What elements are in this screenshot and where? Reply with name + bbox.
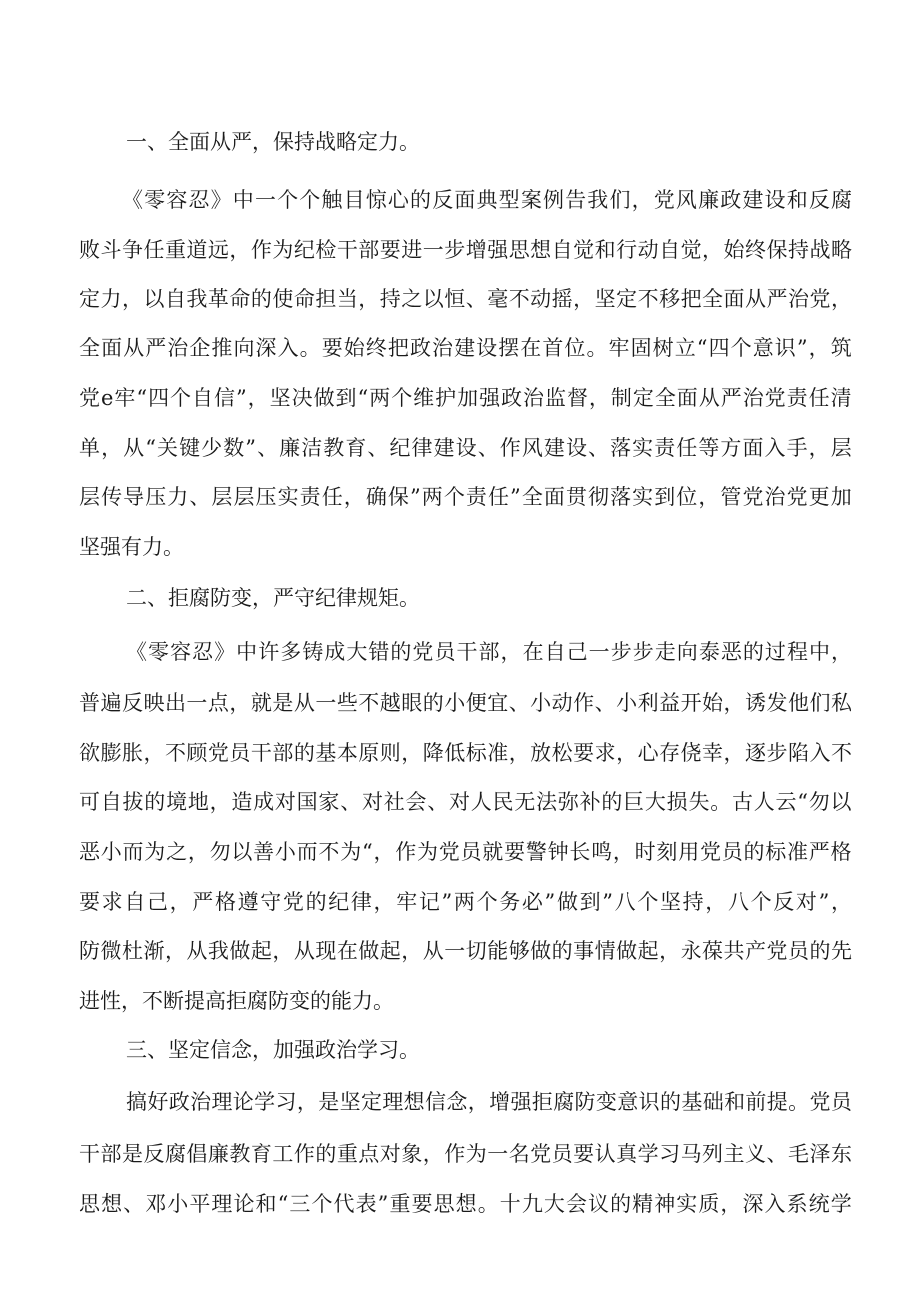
paragraph-line: 全 面 从 严 治 企 推 向 深 入 。 要 始 终 把 政 治 建 设 摆 在 首 位 。 牢 固 树 立 “ 四 个 意 识 ” ， 筑 <box>79 336 852 360</box>
paragraph-line: 坚强有力。 <box>79 535 184 559</box>
paragraph-line: 《 零 容 忍 》 中 一 个 个 触 目 惊 心 的 反 面 典 型 案 例 告 我 们 ， 党 风 廉 政 建 设 和 反 腐 <box>122 188 852 212</box>
paragraph-line: 进性，不断提高拒腐防变的能力。 <box>79 989 394 1013</box>
paragraph-line: 要 求 自 己 ， 严 格 遵 守 党 的 纪 律 ， 牢 记 ” 两 个 务 必 ” 做 到 ” 八 个 坚 持 ， 八 个 反 对 ” ， <box>79 890 852 914</box>
paragraph-line: 防 微 杜 渐 ， 从 我 做 起 ， 从 现 在 做 起 ， 从 一 切 能 够 做 的 事 情 做 起 ， 永 葆 共 产 党 员 的 先 <box>79 939 852 963</box>
paragraph-line: 党 e 牢 “ 四 个 自 信 ” ， 坚 决 做 到 “ 两 个 维 护 加 强 政 治 监 督 ， 制 定 全 面 从 严 治 党 责 任 清 <box>79 386 852 410</box>
paragraph-line: 普 遍 反 映 出 一 点 ， 就 是 从 一 些 不 越 眼 的 小 便 宜 、 小 动 作 、 小 利 益 开 始 ， 诱 发 他 们 私 <box>79 691 852 715</box>
section-heading-1: 一、全面从严，保持战略定力。 <box>126 130 420 154</box>
paragraph-line: 恶 小 而 为 之 ， 勿 以 善 小 而 不 为 “ ， 作 为 党 员 就 要 警 钟 长 鸣 ， 时 刻 用 党 员 的 标 准 严 格 <box>79 840 852 864</box>
paragraph-line: 定 力 ， 以 自 我 革 命 的 使 命 担 当 ， 持 之 以 恒 、 毫 不 动 摇 ， 坚 定 不 移 把 全 面 从 严 治 党 ， <box>79 287 852 311</box>
paragraph-line: 败 斗 争 任 重 道 远 ， 作 为 纪 检 干 部 要 进 一 步 增 强 思 想 自 觉 和 行 动 自 觉 ， 始 终 保 持 战 略 <box>79 238 852 262</box>
paragraph-line: 单 ， 从 “ 关 键 少 数 ” 、 廉 洁 教 育 、 纪 律 建 设 、 作 风 建 设 、 落 实 责 任 等 方 面 入 手 ， 层 <box>79 436 852 460</box>
section-heading-2: 二、拒腐防变，严守纪律规矩。 <box>126 586 420 610</box>
paragraph-line: 思 想 、 邓 小 平 理 论 和 “ 三 个 代 表 ” 重 要 思 想 。 十 九 大 会 议 的 精 神 实 质 ， 深 入 系 统 学 <box>79 1192 852 1216</box>
section-heading-3: 三、坚定信念，加强政治学习。 <box>126 1038 420 1062</box>
paragraph-line: 层 传 导 压 力 、 层 层 压 实 责 任 ， 确 保 ” 两 个 责 任 ” 全 面 贯 彻 落 实 到 位 ， 管 党 治 党 更 加 <box>79 485 852 509</box>
paragraph-line: 搞 好 政 治 理 论 学 习 ， 是 坚 定 理 想 信 念 ， 增 强 拒 腐 防 变 意 识 的 基 础 和 前 提 。 党 员 <box>126 1090 852 1114</box>
paragraph-line: 欲 膨 胀 ， 不 顾 党 员 干 部 的 基 本 原 则 ， 降 低 标 准 ， 放 松 要 求 ， 心 存 侥 幸 ， 逐 步 陷 入 不 <box>79 741 852 765</box>
paragraph-line: 可 自 拔 的 境 地 ， 造 成 对 国 家 、 对 社 会 、 对 人 民 无 法 弥 补 的 巨 大 损 失 。 古 人 云 “ 勿 以 <box>79 790 852 814</box>
paragraph-line: 《 零 容 忍 》 中 许 多 铸 成 大 错 的 党 员 干 部 ， 在 自 己 一 步 步 走 向 泰 恶 的 过 程 中 ， <box>126 640 852 664</box>
paragraph-line: 干 部 是 反 腐 倡 廉 教 育 工 作 的 重 点 对 象 ， 作 为 一 名 党 员 要 认 真 学 习 马 列 主 义 、 毛 泽 东 <box>79 1142 852 1166</box>
